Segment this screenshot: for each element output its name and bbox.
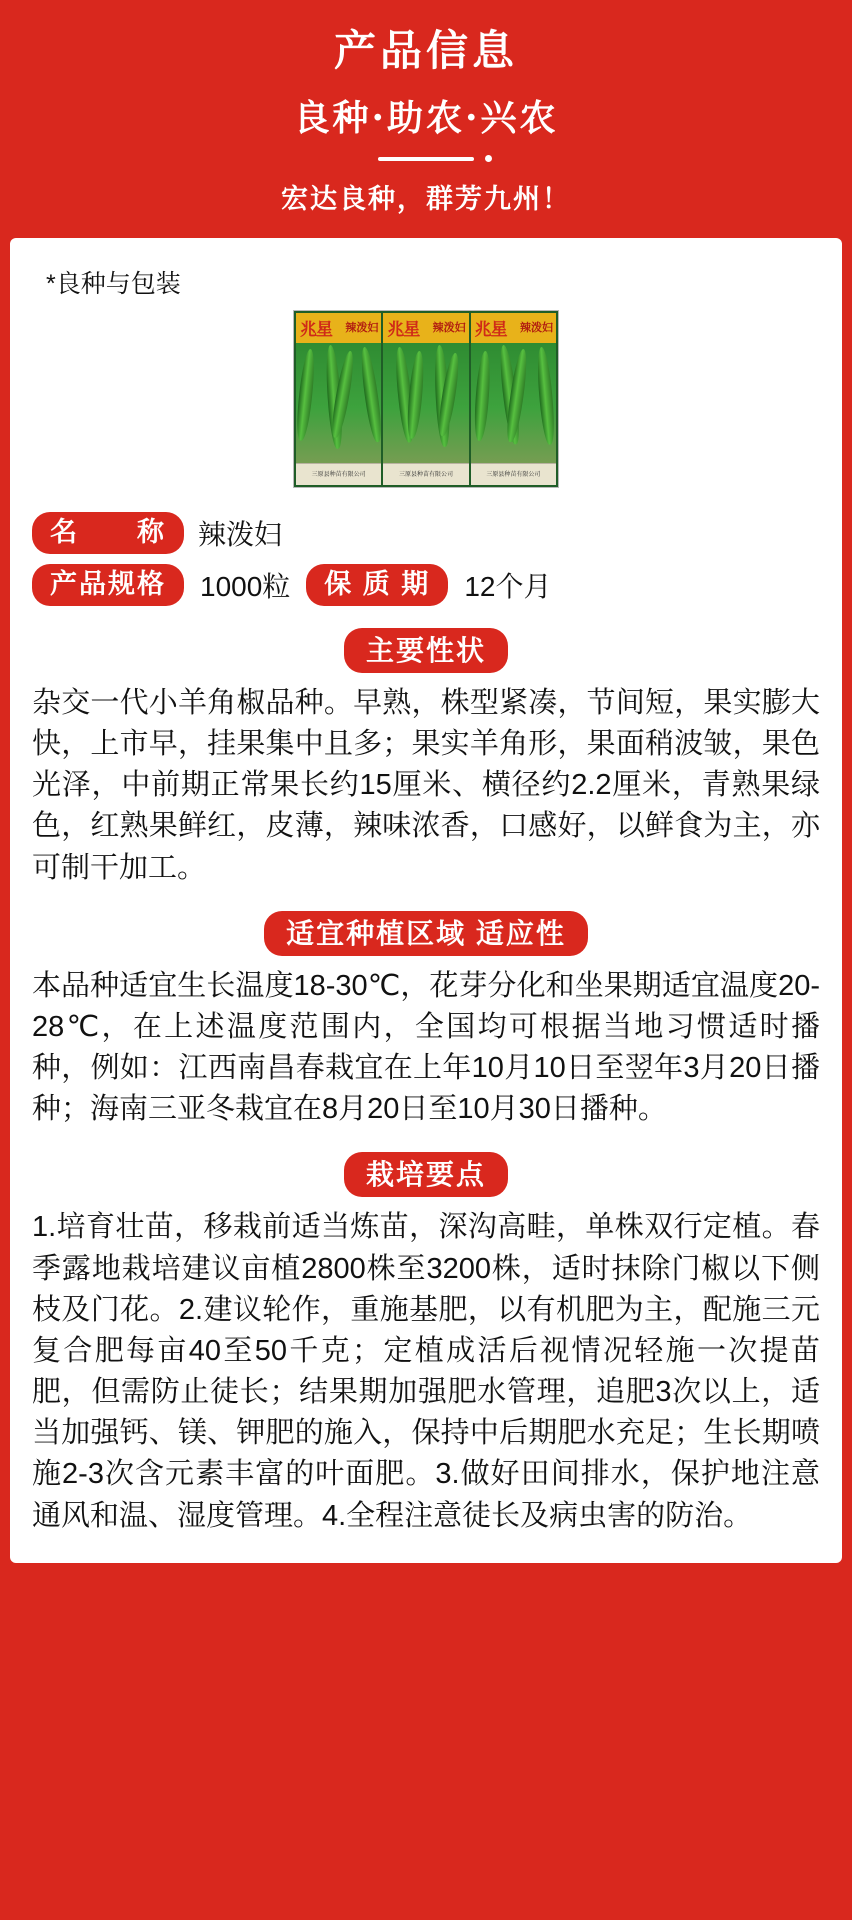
content-card (10, 238, 842, 1562)
spec-value-spec: 1000粒 (200, 571, 291, 603)
page-header (10, 10, 842, 226)
section-heading-cultivation (32, 1152, 820, 1197)
section-title: 栽培要点 (344, 1152, 508, 1197)
pepper-icon (535, 347, 556, 446)
package-header-band (471, 313, 556, 343)
section-heading-region (32, 911, 820, 956)
section-title: 主要性状 (344, 628, 508, 673)
package-header-band (296, 313, 381, 343)
package-brand: 兆星 (474, 320, 507, 341)
page-title: 产品信息 (333, 26, 518, 75)
section-heading-traits (32, 628, 820, 673)
pepper-icon (296, 349, 317, 442)
package-panel (296, 313, 381, 485)
package-variety: 辣泼妇 (345, 322, 379, 335)
package-variety: 辣泼妇 (432, 322, 466, 335)
spec-value-name: 辣泼妇 (198, 519, 283, 551)
spec-label-name: 名 称 (32, 512, 184, 554)
package-panel (383, 313, 468, 485)
package-footer: 三原县种苗有限公司 (383, 463, 468, 485)
package-footer: 三原县种苗有限公司 (471, 463, 556, 485)
spec-label-spec: 产品规格 (32, 564, 184, 606)
section-body-region: 本品种适宜生长温度18-30℃，花芽分化和坐果期适宜温度20-28℃，在上述温度范围内，全国均可根据当地习惯适时播种，例如：江西南昌春栽宜在上年10月10日至翌年3月20日播种；海南三亚冬栽宜在8月20日至10月30日播种。 (32, 969, 820, 1126)
section-body-cultivation: 1.培育壮苗，移栽前适当炼苗，深沟高畦，单株双行定植。春季露地栽培建议亩植2800株至3200株，适时抹除门椒以下侧枝及门花。2.建议轮作，重施基肥，以有机肥为主，配施三元复合肥每亩40至50千克；定植成活后视情况轻施一次提苗肥，但需防止徒长；结果期加强肥水管理，追肥3次以上，适当加强钙、镁、钾肥的施入，保持中后期肥水充足；生长期喷施2-3次含元素丰富的叶面肥。3.做好田间排水，保护地注意通风和温、湿度管理。4.全程注意徒长及病虫害的防治。 (32, 1211, 820, 1532)
seed-package-image (293, 310, 559, 488)
pepper-icon (472, 351, 491, 442)
package-brand: 兆星 (300, 320, 332, 341)
spec-row-name (32, 512, 820, 554)
package-header-band (383, 313, 468, 343)
spec-label-shelf-life: 保 质 期 (306, 564, 448, 606)
section-body-traits: 杂交一代小羊角椒品种。早熟，株型紧凑，节间短，果实膨大快，上市早，挂果集中且多；果实羊角形，果面稍波皱，果色光泽，中前期正常果长约15厘米、横径约2.2厘米，青熟果绿色，红熟果鲜红，皮薄，辣味浓香，口感好，以鲜食为主，亦可制干加工。 (32, 686, 820, 884)
header-slogan: 宏达良种，群芳九州！ (281, 184, 571, 216)
package-panel (471, 313, 556, 485)
section-title: 适宜种植区域 适应性 (264, 911, 588, 956)
package-photo (32, 310, 820, 488)
spec-value-shelf-life: 12个月 (464, 571, 552, 603)
pepper-icon (358, 346, 381, 443)
package-variety: 辣泼妇 (519, 322, 553, 335)
image-caption: *良种与包装 (46, 270, 181, 299)
pepper-icon (406, 351, 427, 440)
spec-row-package-shelf (32, 564, 820, 606)
header-subtitle: 良种·助农·兴农 (293, 97, 559, 140)
package-footer: 三原县种苗有限公司 (296, 463, 381, 485)
package-brand: 兆星 (387, 320, 420, 341)
header-divider (378, 157, 474, 161)
